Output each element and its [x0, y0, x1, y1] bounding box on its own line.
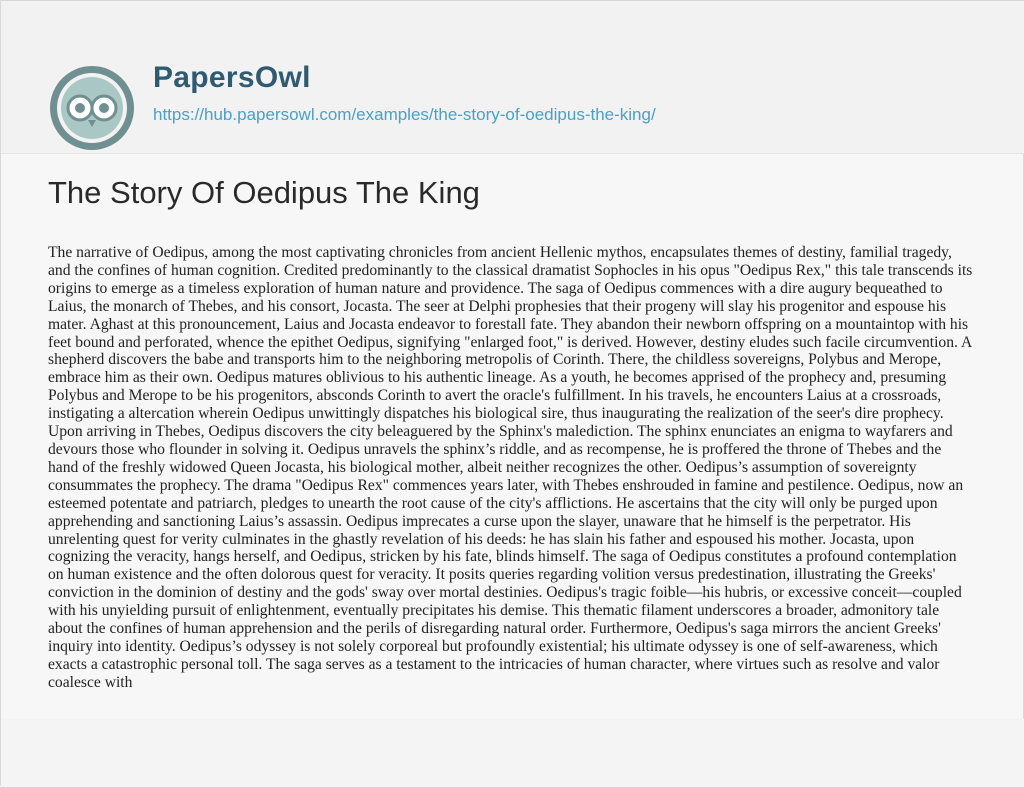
document-body-text: The narrative of Oedipus, among the most captivating chronicles from ancient Hellenic mythos, encapsulates themes of destiny, familial tragedy, and the confines of human cognition. Credited predominantly to the classical dramatist Sophocles in his opus "Oedipus Rex," this tale transcends its origins to emerge as a timeless exploration of human nature and providence. The saga of Oedipus commences with a dire augury bequeathed to Laius, the monarch of Thebes, and his consort, Jocasta. The seer at Delphi prophesies that their progeny will slay his progenitor and espouse his mater. Aghast at this pronouncement, Laius and Jocasta endeavor to forestall fate. They abandon their newborn offspring on a mountaintop with his feet bound and perforated, whence the epithet Oedipus, signifying "enlarged foot," is derived. However, destiny eludes such facile circumvention. A shepherd discovers the babe and transports him to the neighboring metropolis of Corinth. There, the childless sovereigns, Polybus and Merope, embrace him as their own. Oedipus matures oblivious to his authentic lineage. As a youth, he becomes apprised of the prophecy and, presuming Polybus and Merope to be his progenitors, absconds Corinth to avert the oracle's fulfillment. In his travels, he encounters Laius at a crossroads, instigating a altercation wherein Oedipus unwittingly dispatches his biological sire, thus inaugurating the realization of the seer's dire prophecy. Upon arriving in Thebes, Oedipus discovers the city beleaguered by the Sphinx's malediction. The sphinx enunciates an enigma to wayfarers and devours those who flounder in solving it. Oedipus unravels the sphinx’s riddle, and as recompense, he is proffered the throne of Thebes and the hand of the freshly widowed Queen Jocasta, his biological mother, albeit neither recognizes the other. Oedipus’s assumption of sovereignty consummates the prophecy. The drama "Oedipus Rex" commences years later, with Thebes enshrouded in famine and pestilence. Oedipus, now an esteemed potentate and patriarch, pledges to unearth the root cause of the city's afflictions. He ascertains that the city will only be purged upon apprehending and sanctioning Laius’s assassin. Oedipus imprecates a curse upon the slayer, unaware that he himself is the perpetrator. His unrelenting quest for verity culminates in the ghastly revelation of his deeds: he has slain his father and espoused his mother. Jocasta, upon cognizing the veracity, hangs herself, and Oedipus, stricken by his fate, blinds himself. The saga of Oedipus constitutes a profound contemplation on human existence and the often dolorous quest for veracity. It posits queries regarding volition versus predestination, illustrating the Greeks' conviction in the dominion of destiny and the gods' sway over mortal destinies. Oedipus's tragic foible—his hubris, or excessive conceit—coupled with his unyielding pursuit of enlightenment, eventually precipitates his demise. This thematic filament underscores a broader, admonitory tale about the confines of human apprehension and the perils of disregarding natural order. Furthermore, Oedipus's saga mirrors the ancient Greeks' inquiry into identity. Oedipus’s odyssey is not solely corporeal but profoundly existential; his ultimate odyssey is one of self-awareness, which exacts a catastrophic personal toll. The saga serves as a testament to the intricacies of human character, where virtues such as resolve and valor coalesce with — [48, 244, 973, 691]
page-header — [1, 1, 1024, 154]
brand-name: PapersOwl — [153, 61, 311, 94]
source-url-link[interactable]: https://hub.papersowl.com/examples/the-story-of-oedipus-the-king/ — [153, 105, 656, 124]
page-footer-band — [1, 719, 1024, 787]
document-title: The Story Of Oedipus The King — [48, 175, 480, 210]
owl-logo-icon — [48, 64, 136, 152]
